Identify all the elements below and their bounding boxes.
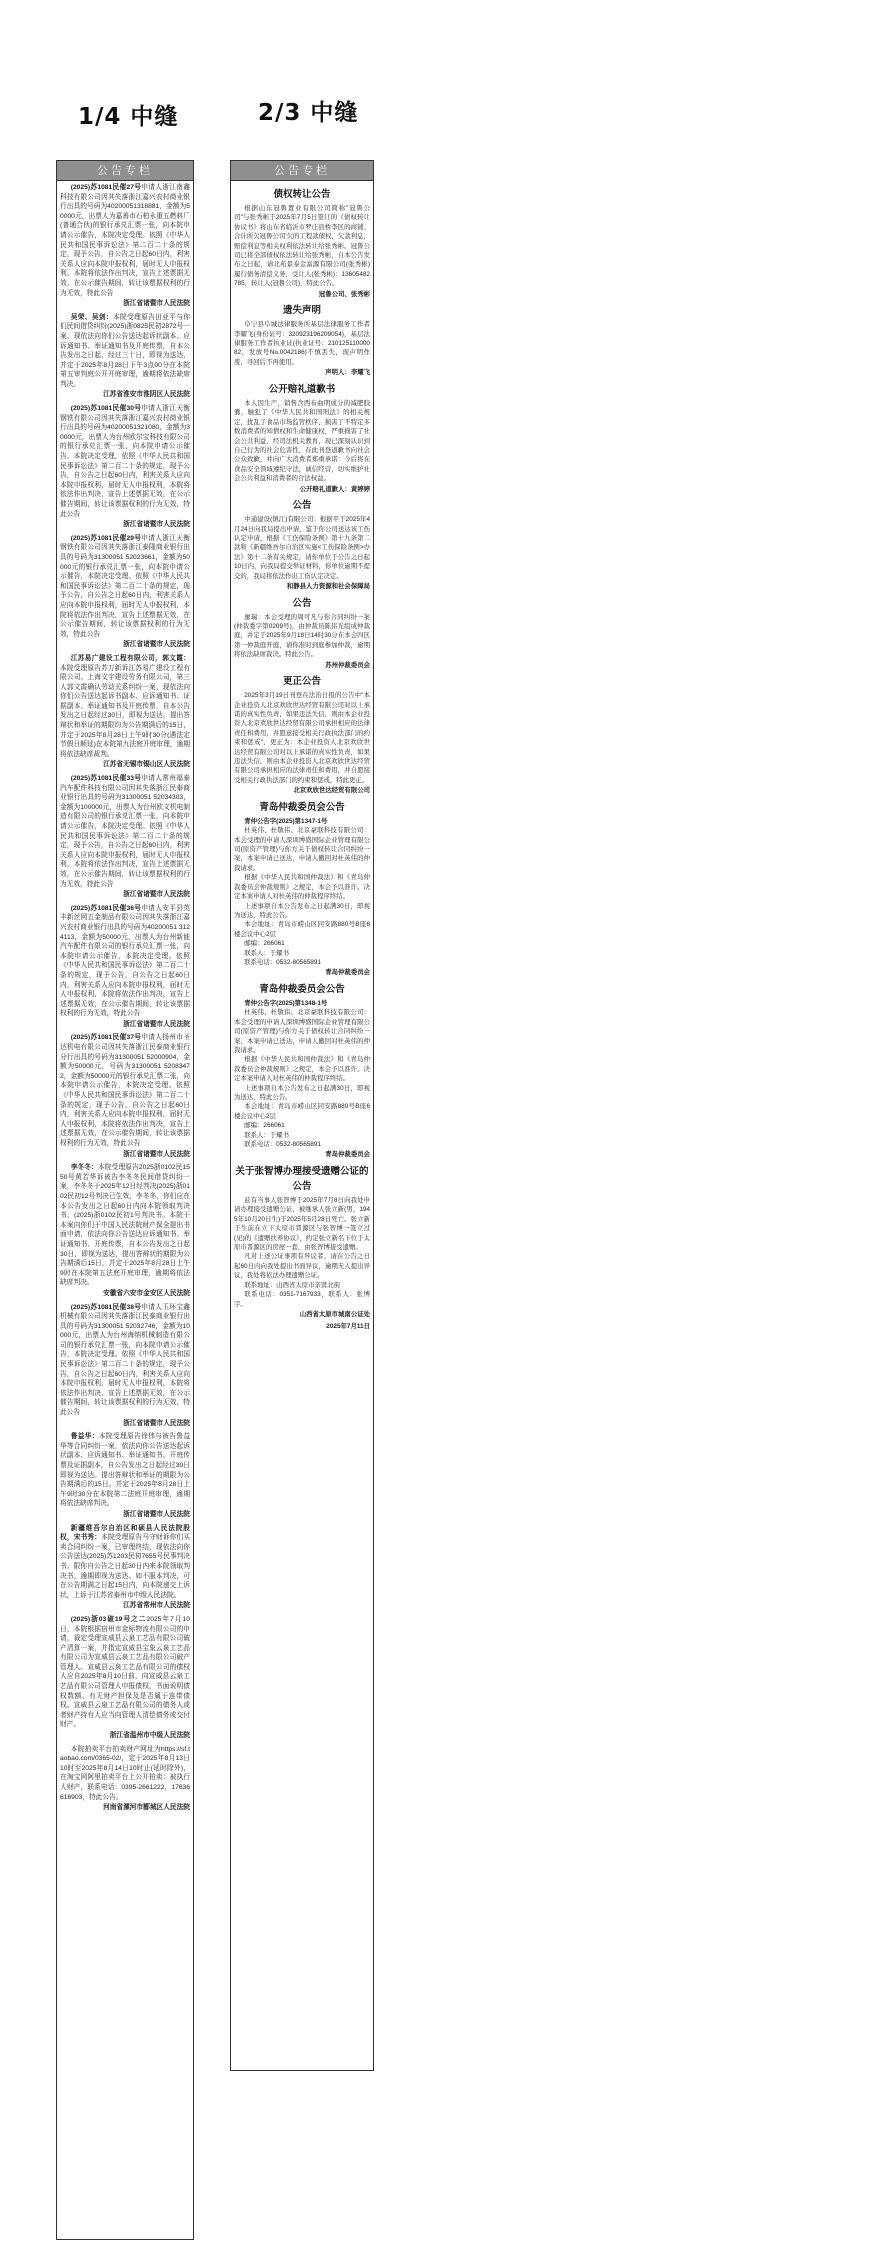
announcement-paragraph: 邮编：266061	[244, 1122, 285, 1130]
announcement-title: 青岛仲裁委员会公告	[259, 801, 345, 813]
announcement-paragraph: 中通建设(镇江)有限公司：根据平于2025年4月24日向我局提出申请，鉴于你公司送达该工伤认定申请，根据《工伤保险条例》第十九条第二款和《新疆维吾尔自治区实施<工伤保险条例>办法》第十二条有关规定，请你单位于公告之日起10日内，向我局提交举证材料，你单位逾期不提交的，我局将依法作出工伤认定决定。	[234, 516, 370, 580]
announcement-paragraph: 杜英伟、杜敬伟、北京豪联科技有限公司：本会受理的申请人深圳博盛国际企业管理有限公司(原资产管理)与你方关于债权转让合同纠纷一案，本案申请已送达，申请人撤回对杜英伟的仲裁请求。	[234, 1009, 370, 1054]
notice-signer: 浙江省诸暨市人民法院	[123, 1510, 190, 1518]
court-notice	[60, 774, 190, 900]
notice-lead: (2025)苏1081民催27号	[70, 184, 142, 191]
announcement-paragraph: 凡对上述公证事项有异议者，请在公告之日起60日内向我处提出书面异议，逾期无人提出异议，我处将依法办理遗赠公证。	[234, 1253, 370, 1280]
announcement-title: 更正公告	[282, 676, 321, 688]
notice-body	[60, 1303, 190, 1418]
announcement	[234, 596, 370, 671]
notice-signer: 浙江省诸暨市人民法院	[123, 521, 190, 529]
right-column-banner: 公告专栏	[231, 161, 373, 181]
notice-body	[60, 774, 190, 889]
notice-lead: (2025)苏1081民催33号	[70, 775, 142, 783]
notice-signer: 浙江省诸暨市人民法院	[123, 1020, 190, 1028]
announcement	[234, 674, 370, 796]
notice-text: 本院受理原告苏万新诉江苏易广建设工程有限公司、上海文宇建设劳务有限公司，第三人郭文霞确认劳动关系纠纷一案，现依法向你们公告送达起诉书副本、应诉通知书、证据副本、举证通知书及开庭传票，自本公告发出之日起经过30日，即视为送达，提出答辩状和举证的期限均为公告期满后的15日，并定于2025年8月28日上午9时30分(遇法定节假日顺延)在本院第九法庭开庭审理，逾期将依法缺席裁判。	[60, 664, 190, 758]
court-notice	[60, 1033, 190, 1159]
court-notice	[60, 404, 190, 530]
notice-signer: 江苏省无锡市锡山区人民法院	[103, 761, 190, 769]
announcement-paragraph: 联系电话：0532-80565891	[244, 1141, 321, 1149]
court-notice	[60, 313, 190, 400]
announcement-paragraph: 本会地址：青岛市崂山区同安路880号B座6楼会议中心2层	[234, 1103, 370, 1120]
announcement-signer: 声明人：李耀飞	[325, 369, 370, 377]
announcement	[234, 382, 370, 494]
announcement-paragraph: 联系地址：山西省太原市亲贤北街	[244, 1281, 341, 1289]
announcement	[234, 498, 370, 591]
announcement-paragraph: 本人因生产，销售含西布曲明成分的减肥胶囊，触犯了《中华人民共和国刑法》的相关规定，扰乱了食品市场监管秩序，损害了不特定多数消费者的知情权和生命健康权，严重损害了社会公共利益，经司法机关教育，现已深刻认识到自己行为的社会危害性，在此刊登道歉书向社会公众致歉，并向广大消费者郑重承诺：今后将在食品安全领域遵纪守法，诚信经营，切实维护社会公共利益和消费者的合法权益。	[234, 399, 370, 483]
announcement-paragraph: 兹有当事人张智博于2025年7月8日向我处申请办理接受遗赠公证，被继承人张立新(男，1945年10月20日生)于2025年5月28日死亡。张立新于生前在立下太原市晋源区与张智博一签立过(见)的《遗赠扶养协议》，约定张立新名下位于太原市晋源区的房屋一套，由张智博接受遗赠。	[234, 1197, 370, 1252]
announcement	[234, 303, 370, 378]
notice-body	[60, 183, 190, 298]
announcement-paragraph: 根据山东冠鲁置业有限公司简称"冠鲁公司"与张秀彬于2025年7月5日签订的《债权转让协议书》将山东省临沂市罗庄县桥李区的商铺、合计所欠冠鲁公司'欠的工程款债权，欠款利息，赔偿利息等相关权利依法转让给张秀彬。冠鲁公司已将全部债权依法转让给张秀彬，自本公告发布之日起，请北苑景泰金富源有限公司(张秀彬)履行债务清偿义务，受让人(张秀彬)：13605482785，转让人(冠鲁公司)，特此公告。	[234, 205, 370, 288]
announcement-signer: 公开赔礼道歉人：黄婷婷	[299, 485, 370, 493]
notice-text: 申请人浙江南鑫科技有限公司因其失落浙江嘉兴农村商业银行出具的号码为40200051318881，金额为50000元，出票人为嘉善市石柏永重五燃料厂(普通合伙)的银行承兑汇票一张，向本院申请公示催告，本院决定受理。依照《中华人民共和国民事诉讼法》第二百二十条的规定，现予公告，自公告之日起60日内，利害关系人应向本院申报权利，届时无人申报权利，本院将依法作出判决，宣告上述票据无效，在公示催告期间，转让该票据权利的行为无效，特此公告	[60, 184, 190, 297]
notice-lead: 鲁益华：	[70, 1433, 99, 1441]
notice-body	[60, 1615, 190, 1730]
announcement-paragraph: 根据《中华人民共和国仲裁法》和《青岛仲裁委员会仲裁规则》之规定，本会予以准许。决定本案申请人对杜英伟的仲裁程序终结。	[234, 874, 370, 901]
announcement-paragraph: 联系电话：0532-80565891	[244, 958, 321, 966]
announcement-title: 公告	[292, 500, 312, 512]
notice-text: 申请人安平县英丰新丝网五金制品有限公司因其失落浙江嘉兴农村商业银行出具的号码为40200051 3124113，金额为50000元，出票人为台州新能汽车配件有限公司的银行承兑汇票一张，向本院申请公示催告，本院决定受理。依照《中华人民共和国民事诉讼法》第二百二十条的规定，现予公告，自公告之日起60日内，利害关系人应向本院申报权利，届时无人申报权利，本院将依法作出判决，宣告上述票据无效，在公示催告期间，转让该票据权利的行为无效，特此公告	[60, 904, 190, 1018]
notice-text: 2025年7月10日，本院根据宿州市金标物流有限公司的申请，裁定受理宣威县云泉工艺品有限公司破产清算一案，并指定宣威县宝象云泉工艺品有限公司为宣威县云泉工艺品有限公司破产管理人。宣威县云泉工艺品有限公司的债权人应自2025年8月10日前，向宣威县云泉工艺品有限公司管理人申报债权，书面说明债权数额、有无财产担保及是否属于连带债权。宣威县云泉工艺品有限公司的债务人或者财产持有人应当向管理人清偿债务或交付财产。	[60, 1615, 190, 1729]
notice-signer: 浙江省温州市中级人民法院	[109, 1732, 190, 1740]
announcement-paragraph: 联系人：于耀书	[244, 1131, 289, 1139]
court-notice	[60, 1303, 190, 1429]
announcement-date: 2025年7月11日	[326, 1322, 370, 1330]
notice-signer: 浙江省诸暨市人民法院	[123, 641, 190, 649]
announcement-title: 公开赔礼道歉书	[268, 383, 336, 395]
announcement	[234, 1164, 370, 1331]
announcement-title: 遗失声明	[282, 305, 321, 317]
notice-text: 申请人扬州市圣达机电有限公司因其失落浙江民泰商业银行分行出具的号码为31300051 52000904，金额为50000元，号码为31300051 52083472，金额为50000元的银行承兑汇票二张，向本院申请公示催告，本院决定受理。依照《中华人民共和国民事诉讼法》第二百二十条的规定，现予公告，自公告之日起60日内，利害关系人应向本院申报权利，届时无人申报权利，本院将依法作出判决，宣告上述票据无效，在公示催告期间，转让该票据权利的行为无效，特此公告	[60, 1034, 190, 1147]
announcement-signer: 青岛仲裁委员会	[325, 969, 370, 977]
announcement-paragraph: 青仲公告字(2025)第1347-1号	[244, 817, 328, 825]
notice-signer: 浙江省诸暨市人民法院	[123, 1419, 190, 1427]
notice-lead: 江苏易广建设工程有限公司，郭文霞：	[70, 654, 190, 662]
notice-signer: 江苏省淮安市淮阴区人民法院	[103, 391, 190, 399]
announcement-signer: 苏州仲裁委员会	[325, 661, 370, 669]
announcement-paragraph: 阜宁县阜城法律服务所基层法律服务工作者李耀飞(身份证号：320923196209054)，基层法律服务工作者执业证(执业证号：21012511000082，发放号No.0042186)不慎丢失，现声明作废，寻回后不再使用。	[234, 321, 370, 366]
notice-text: 本院受理原告2025浙0102民1550号黄若华诉被告李冬冬民间借贷纠纷一案，李冬冬于2025年12日经判决(2025)浙0102民初12号判决已生效，李冬冬，你们应在本公告发出之日起60日内向本院领取判决书，(2025)浙0102民初1号判决书。本院于本案向你们于中国人民法院财产保全提出书面申请，依法向你公告送达应诉通知书、举证通知书、开庭传票，自本公告发出之日起30日，即视为送达，提出答辩状的期限为公告期满后15日，并定于2025年8月28日上午9时在本院第五法庭开庭审理，逾期将依法缺席判决。	[60, 1164, 190, 1287]
notice-text: 申请人浙江天衡钢铁有限公司因其失落浙江嘉兴农村商业银行出具的号码为40200051321080，金额为30000元，出票人为台州欧尔宝科技有限公司的银行承兑汇票一张，向本院申请公示催告，本院决定受理，依照《中华人民共和国民事诉讼法》第二百二十条的规定，现予公告，自公告之日起60日内，利害关系人应向本院申报权利，届时无人申报权利，本院将依法作出判决，宣告上述票据无效，在公示催告期间，转让该票据权利的行为无效，特此公告	[60, 405, 190, 518]
announcement-paragraph: 青仲公告字(2025)第1348-1号	[244, 999, 328, 1007]
notice-lead: 新疆维吾尔自治区和硕县人民法院股权，宋书秀：	[60, 1524, 190, 1542]
notice-signer: 安徽省六安市金安区人民法院	[103, 1289, 190, 1297]
left-column-header: 1/4 中缝	[78, 104, 179, 130]
announcement	[234, 800, 370, 978]
notice-body	[60, 534, 190, 640]
notice-lead: (2025)苏1081民催38号	[70, 1303, 142, 1311]
notice-text: 申请人常州福泰汽车配件科技有限公司因其失落浙江民泰商业银行出具的号码为31300051 52034303，金额为100000元，出票人为台州欧文机电制造有限公司的银行承兑汇票一张，向本院申请公示催告，本院决定受理。依照《中华人民共和国民事诉讼法》第二百二十条的规定，现予公告，自公告之日起60日内，利害关系人应向本院申报权利，届时无人申报权利，本院将依法作出判决，宣告上述票据无效，在公示催告期间，转让该票据权利的行为无效，特此公告	[60, 775, 190, 888]
announcement	[234, 982, 370, 1160]
notice-signer: 浙江省诸暨市人民法院	[123, 1150, 190, 1158]
announcement-title: 债权转让公告	[273, 189, 331, 200]
announcement-paragraph: 杜英伟、杜敬伟、北京豪联科技有限公司：本会受理的申请人深圳博盛国际企业管理有限公司(原资产管理)与你方关于债权转让合同纠纷一案，本案申请已送达，申请人撤回对杜英伟的仲裁请求。	[234, 827, 370, 872]
right-column-header: 2/3 中缝	[258, 100, 359, 126]
announcement-paragraph: 上述事项自本公告发布之日起满30日，即视为送达，特此公告。	[234, 902, 370, 919]
notice-lead: 李冬冬：	[70, 1164, 98, 1172]
notice-body	[60, 904, 190, 1019]
announcement-title: 青岛仲裁委员会公告	[259, 983, 345, 995]
announcement-paragraph: 联系电话：0351-7167933，联系人：张博宇。	[234, 1291, 370, 1308]
announcement-title: 关于张智博办理接受遗赠公证的公告	[235, 1166, 369, 1193]
court-notice	[60, 1745, 190, 1813]
announcement-signer: 北京欢欣世达经贸有限公司	[293, 787, 370, 795]
court-notice	[60, 1615, 190, 1741]
court-notice	[60, 1524, 190, 1611]
announcement-paragraph: 联系人：于耀书	[244, 949, 289, 957]
court-notice	[60, 534, 190, 650]
announcement-signer: 和静县人力资源和社会保障局	[286, 582, 370, 590]
court-notice	[60, 1432, 190, 1519]
notice-signer: 河南省漯河市郾城区人民法院	[103, 1804, 190, 1812]
notice-body	[60, 1033, 190, 1148]
notice-text: 申请人玉环宝鑫机械有限公司因其失落浙江民泰商业银行出具的号码为31300051 52032746，金额为10000元，出票人为台州海纳机械制造有限公司的银行承兑汇票一张，向本院申请公示催告，本院决定受理。依照《中华人民共和国民事诉讼法》第二百二十条的规定，现予公告，自公告之日起60日内，利害关系人应向本院申报权利，届时无人申报权利，本院将依法作出判决，宣告上述票据无效，在公示催告期间，转让该票据权利的行为无效，特此公告	[60, 1303, 190, 1417]
left-column-banner: 公告专栏	[57, 161, 193, 181]
notice-body	[60, 1432, 190, 1509]
court-notice	[60, 904, 190, 1030]
left-notices-list	[57, 181, 193, 1813]
court-notice	[60, 654, 190, 770]
announcement-paragraph: 本会地址：青岛市崂山区同安路880号B座6楼会议中心2层	[234, 921, 370, 938]
notice-text: 本院受理原告徐伟与被告鲁益华等合同纠纷一案，依法向你公告送达起诉状副本、应诉通知书、举证通知书、开庭传票及证据副本，自公告发出之日起经过30日即视为送达。提出答辩状和举证的期限为公告期满后的15日。并定于2025年8月28日上午9时30分在本院第二法庭开庭审理，逾期将依法缺席判决。	[60, 1433, 191, 1508]
announcement-paragraph: 根据《中华人民共和国仲裁法》和《青岛仲裁委员会仲裁规则》之规定，本会予以准许。决定本案申请人对杜英伟的仲裁程序终结。	[234, 1056, 370, 1083]
notice-lead: (2025)浙03破19号之二	[70, 1615, 147, 1623]
left-notice-column	[56, 160, 194, 2240]
notice-text: 本院受理原告田亚平与你们民间借贷纠纷(2025)浙0825民初2872号一案，现依法向你们公告送达起诉状副本、应诉通知书、举证通知书及开庭传票，自本公告发出之日起，经过三十日，即视为送达，并定于2025年8月28日下午3点00分在本院第五审判庭公开开庭审理，逾期将依法缺席判决。	[60, 313, 191, 388]
court-notice	[60, 183, 190, 309]
right-notices-list	[231, 181, 373, 1331]
notice-lead: (2025)苏1081民催30号	[70, 405, 142, 413]
notice-lead: (2025)苏1081民催29号	[70, 534, 142, 542]
announcement	[234, 187, 370, 299]
notice-body	[60, 654, 190, 760]
notice-signer: 江苏省常州市人民法院	[123, 1602, 190, 1610]
notice-signer: 浙江省诸暨市人民法院	[123, 891, 190, 899]
court-notice	[60, 1163, 190, 1298]
notice-text: 申请人浙江天衡钢铁有限公司因其失落浙江泰隆商业银行出具的号码为31300051 52023661，金额为50000元的银行承兑汇票一张，向本院申请公示催告，本院决定受理。依照《中华人民共和国民事诉讼法》第二百二十条的规定，现予公告，自公告之日起60日内，利害关系人应向本院申报权利，届时无人申报权利，本院将依法作出判决，宣告上述票据无效，在公示催告期间，转让该票据权利的行为无效，特此公告	[60, 534, 190, 638]
announcement-signer: 山西省太原市城南公证处	[299, 1310, 370, 1318]
notice-body	[60, 1524, 190, 1601]
notice-lead: (2025)苏1081民催37号	[70, 1034, 142, 1042]
notice-body	[60, 313, 190, 390]
notice-body	[60, 404, 190, 519]
announcement-paragraph: 廖瑞：本会受理的周可凡与你合同纠纷一案(仲裁委字第0209号)，由仲裁员陈伟光组成仲裁庭，并定于2025年9月18日14时30分在本会四区第一仲裁庭开庭，请你准时到庭参加仲裁，逾期将依法缺席裁决。特此公告。	[234, 613, 370, 659]
notice-text: 本院受理原告马守财诉你们买卖合同纠纷一案，已审理终结，现依法向你公告送达(2025)苏1203民初7655号民事判决书。限你自公告之日起30日内来本院领取判决书，逾期即视为送达。如不服本判决，可在公告期满之日起15日内，向本院递交上诉状，上诉于江苏省泰州市中级人民法院。	[60, 1534, 191, 1599]
notice-body	[60, 1745, 190, 1803]
notice-signer: 浙江省诸暨市人民法院	[123, 300, 190, 308]
announcement-title: 公告	[292, 597, 312, 609]
announcement-signer: 青岛仲裁委员会	[325, 1151, 370, 1159]
announcement-paragraph: 上述事项自本公告发布之日起满30日，即视为送达，特此公告。	[234, 1084, 370, 1101]
notice-lead: (2025)苏1081民催36号	[70, 904, 142, 912]
notice-text: 本院拍卖平台拍卖财产网址为https://sf.taobao.com/0365-02/，定于2025年8月13日10时至2025年8月14日10时止(延时除外)，在淘宝网阿里拍卖平台上公开拍卖：被执行人财产，联系电话：0395-2661222，17636616903，特此公告。	[60, 1745, 190, 1801]
notice-lead: 吴荣、吴剑：	[70, 313, 113, 321]
announcement-paragraph: 2025年3月19日刊登在法治日报的公告中"本企业投资人北京欢欣世达经贸有限公司对以上承诺的真实性负责，如果违法失信，则由本企业投资人北京欢欣世达经贸有限公司承担相应的法律责任和费用，并愿意接受相关行政执法部门的约束和惩戒"，更正为：本企业投资人北京欢欣世达经贸有限公司对以上承诺的真实性负责，如果违法失信，则由本企业投资人北京欢欣世达经贸有限公司承担相应的法律责任和费用，并自愿接受相关行政执法部门的约束和惩戒，特此更正。	[234, 692, 370, 784]
announcement-paragraph: 邮编：266061	[244, 940, 285, 948]
notice-body	[60, 1163, 190, 1288]
announcement-signer: 冠鲁公司、张秀彬	[318, 290, 370, 298]
right-notice-column	[230, 160, 374, 2071]
